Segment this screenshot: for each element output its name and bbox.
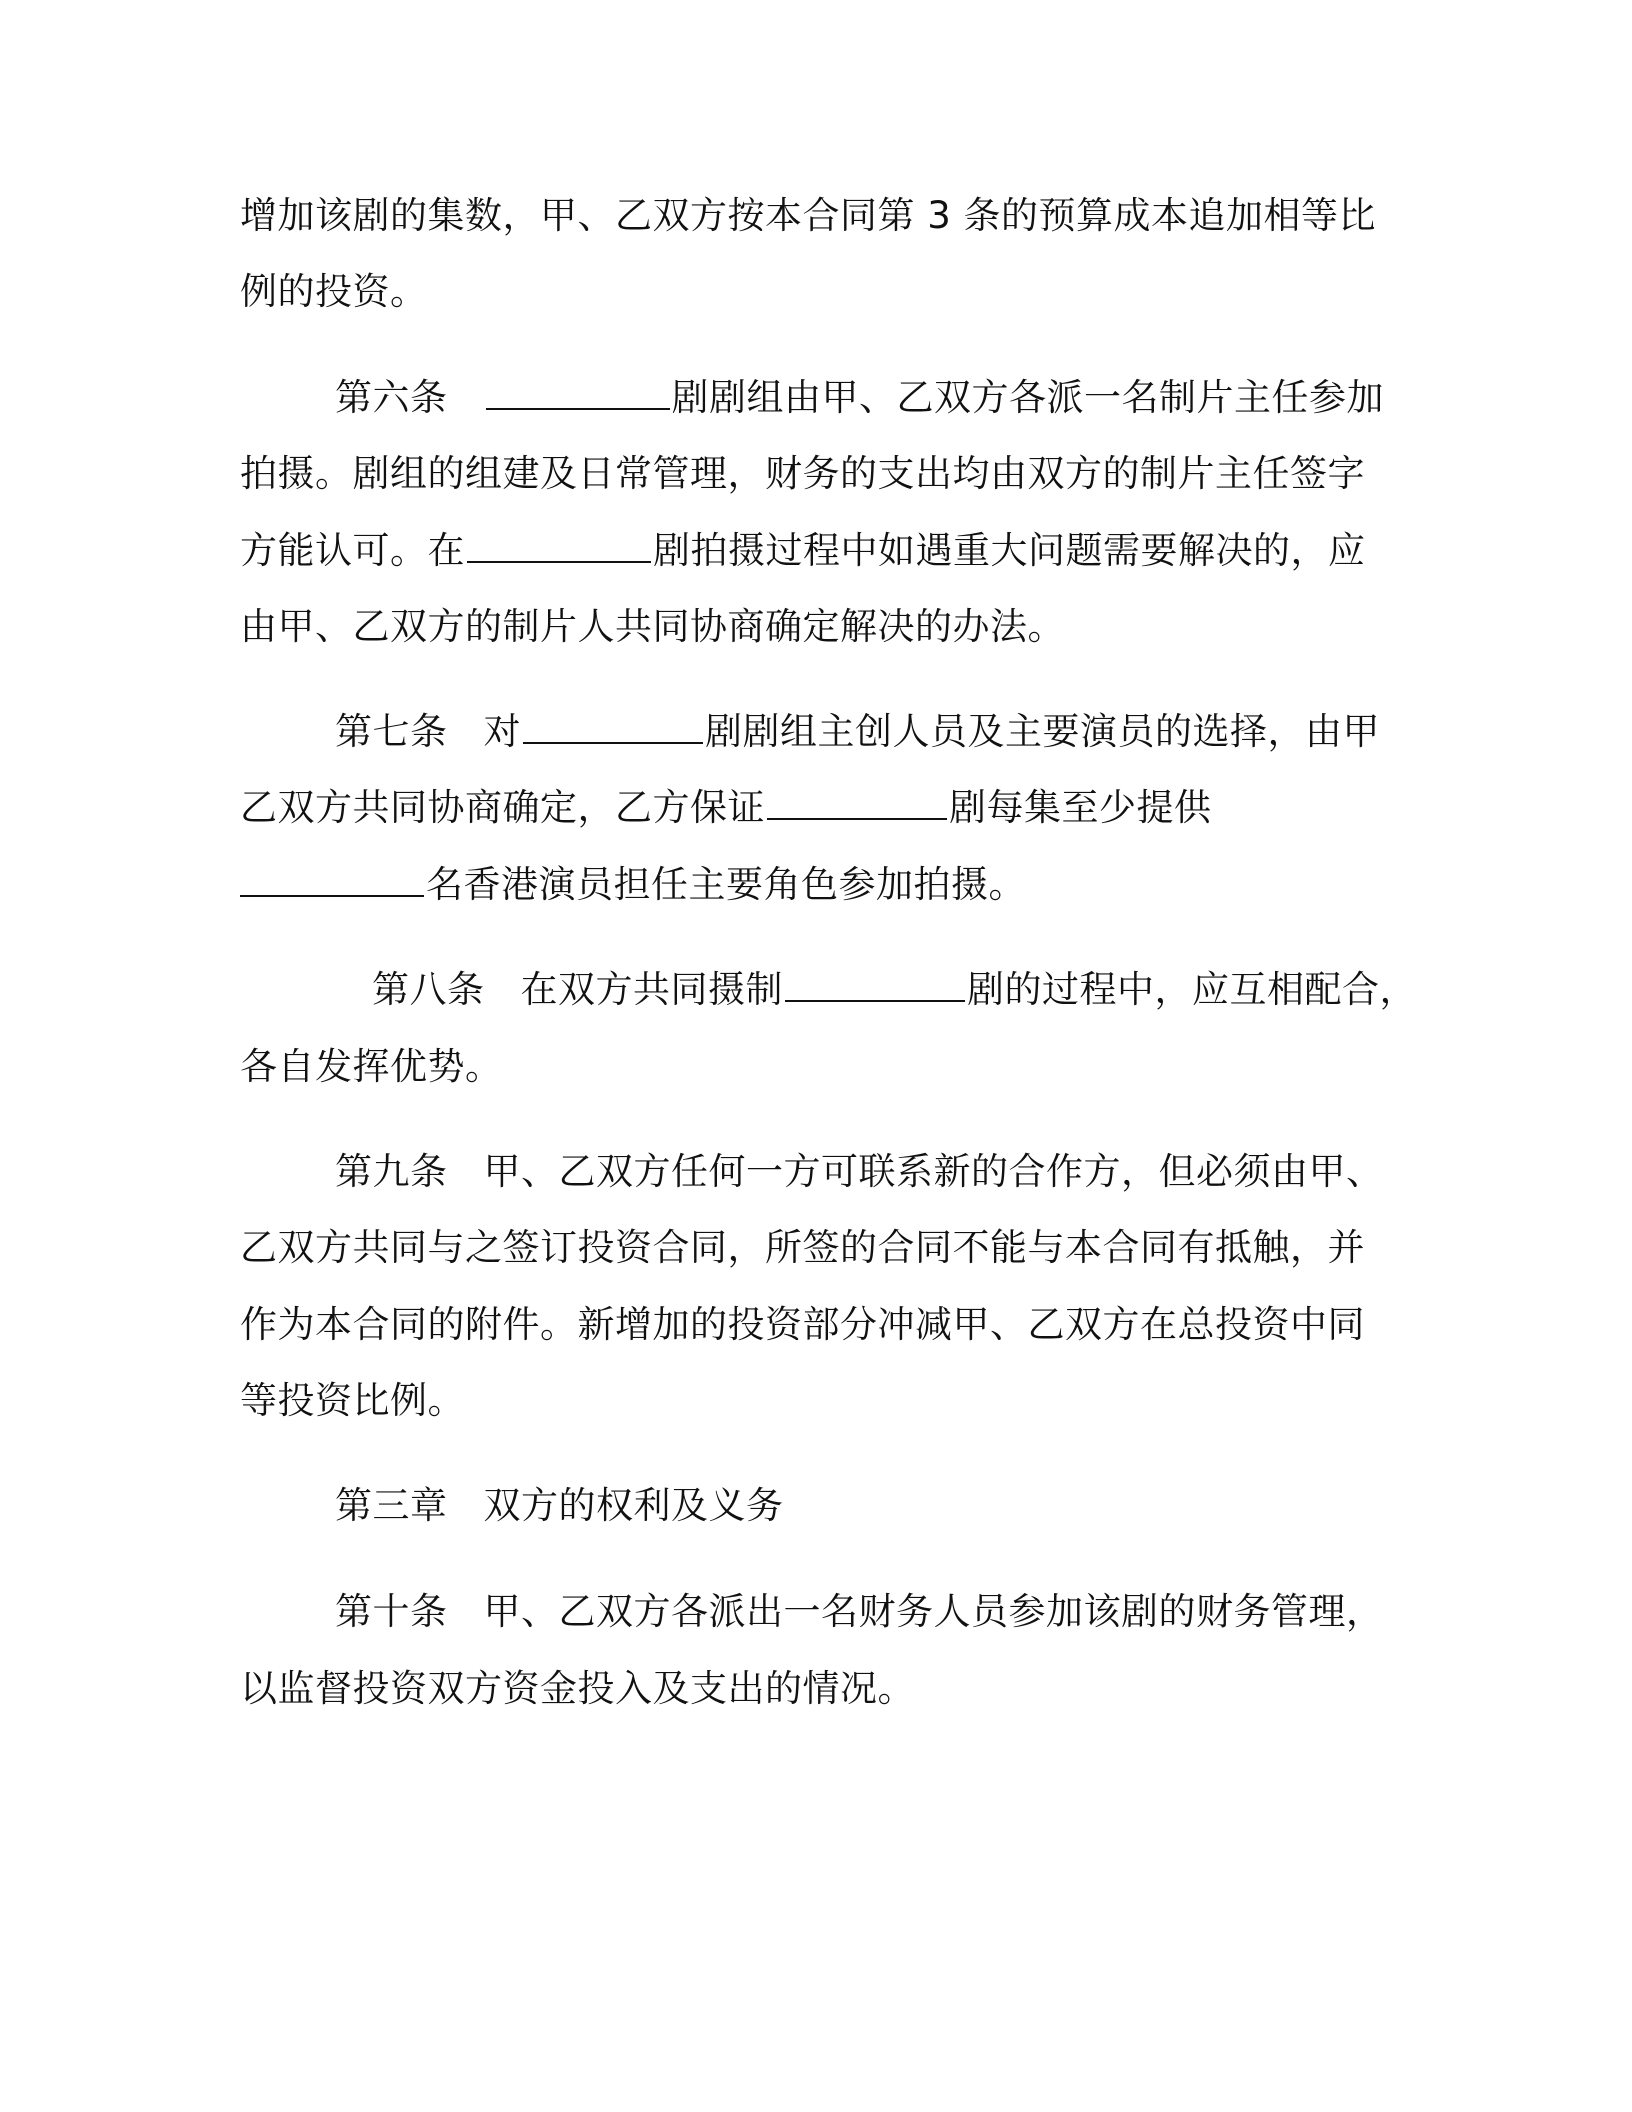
paragraph-line: 各自发挥优势。 — [240, 1045, 503, 1088]
article-6-text: 剧拍摄过程中如遇重大问题需要解决的，应 — [653, 529, 1366, 572]
article-7-heading: 第七条 — [335, 710, 448, 753]
article-7-text: 剧每集至少提供 — [949, 786, 1212, 829]
article-10-line-1 — [335, 1588, 1384, 1636]
blank-field[interactable] — [523, 712, 703, 744]
chapter-heading — [335, 1482, 784, 1530]
paragraph-line: 以监督投资双方资金投入及支出的情况。 — [240, 1667, 915, 1710]
article-7-text: 乙双方共同协商确定，乙方保证 — [240, 786, 765, 829]
article-9-heading: 第九条 — [335, 1150, 448, 1193]
paragraph-line: 例的投资。 — [240, 270, 428, 313]
article-8-line-1 — [372, 966, 1417, 1014]
article-6-line-3 — [240, 527, 1366, 575]
article-10-text: 甲、乙双方各派出一名财务人员参加该剧的财务管理， — [483, 1590, 1384, 1633]
paragraph-line: 拍摄。剧组的组建及日常管理，财务的支出均由双方的制片主任签字 — [240, 452, 1365, 495]
article-7-text: 名香港演员担任主要角色参加拍摄。 — [426, 863, 1026, 906]
paragraph-line: 等投资比例。 — [240, 1379, 465, 1422]
article-6-text: 剧剧组由甲、乙双方各派一名制片主任参加 — [671, 376, 1384, 419]
blank-field[interactable] — [467, 531, 651, 563]
article-6-heading: 第六条 — [335, 376, 448, 419]
paragraph-line: 增加该剧的集数，甲、乙双方按本合同第 3 条的预算成本追加相等比 — [240, 194, 1377, 237]
chapter-title: 双方的权利及义务 — [483, 1484, 784, 1527]
blank-field[interactable] — [240, 865, 424, 897]
article-7-line-3 — [240, 861, 1026, 909]
article-7-text: 对 — [483, 710, 521, 753]
blank-field[interactable] — [767, 788, 947, 820]
paragraph-line: 由甲、乙双方的制片人共同协商确定解决的办法。 — [240, 605, 1065, 648]
article-6-text: 方能认可。在 — [240, 529, 465, 572]
article-6-line-1 — [335, 374, 1384, 422]
blank-field[interactable] — [785, 970, 965, 1002]
chapter-number: 第三章 — [335, 1484, 448, 1527]
article-7-line-1 — [335, 708, 1380, 756]
paragraph-line: 作为本合同的附件。新增加的投资部分冲减甲、乙双方在总投资中同 — [240, 1303, 1365, 1346]
article-10-heading: 第十条 — [335, 1590, 448, 1633]
blank-field[interactable] — [486, 378, 670, 410]
article-8-text: 在双方共同摄制 — [520, 968, 783, 1011]
article-9-line-1 — [335, 1148, 1384, 1196]
article-8-text: 剧的过程中，应互相配合， — [967, 968, 1417, 1011]
article-9-text: 甲、乙双方任何一方可联系新的合作方，但必须由甲、 — [483, 1150, 1384, 1193]
paragraph-line: 乙双方共同与之签订投资合同，所签的合同不能与本合同有抵触，并 — [240, 1226, 1365, 1269]
article-7-text: 剧剧组主创人员及主要演员的选择，由甲 — [705, 710, 1380, 753]
article-8-heading: 第八条 — [372, 968, 485, 1011]
article-7-line-2 — [240, 784, 1212, 832]
